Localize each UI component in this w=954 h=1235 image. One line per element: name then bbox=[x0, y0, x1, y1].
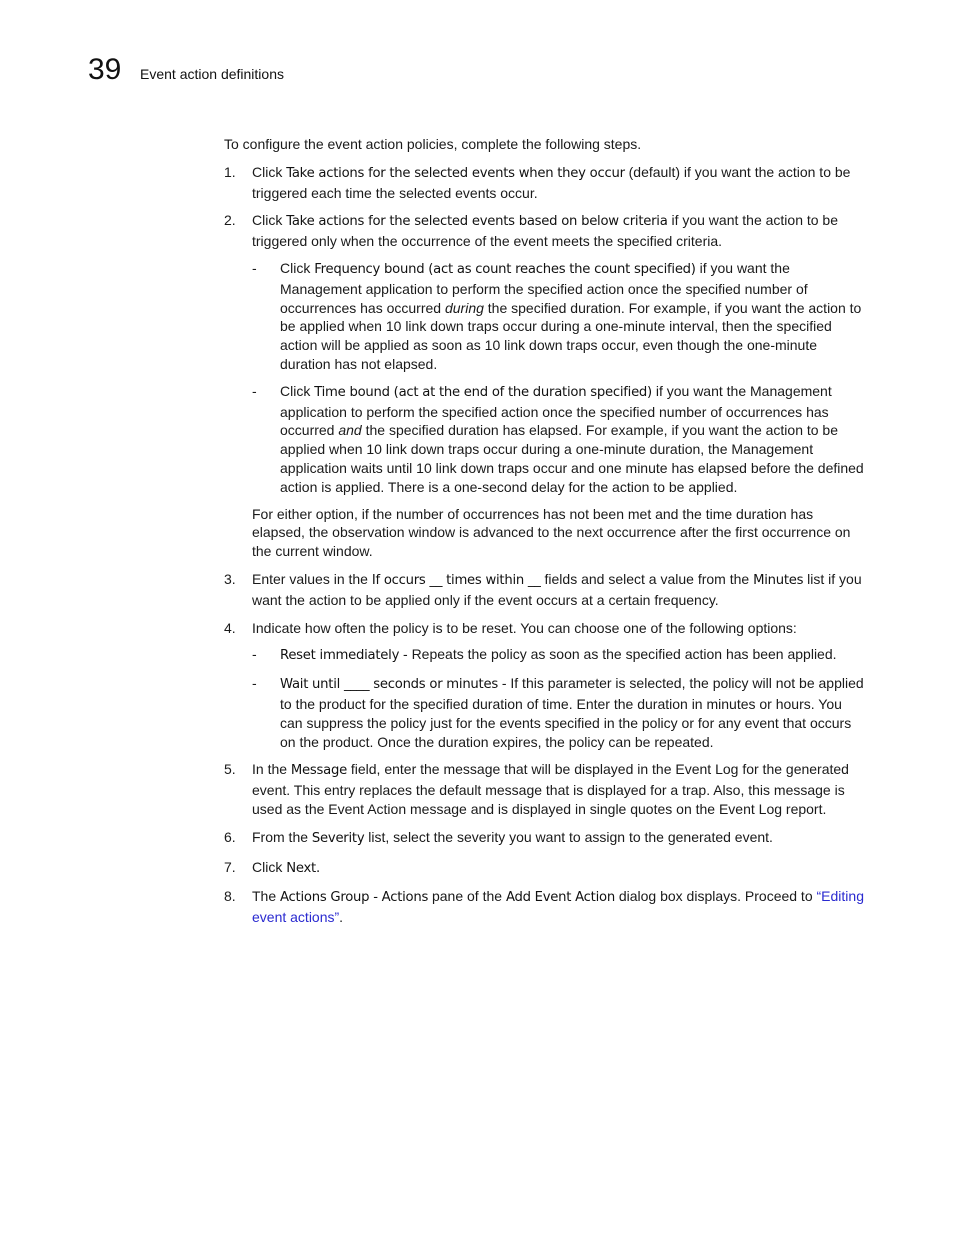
sub-item bbox=[252, 645, 868, 666]
sub-item bbox=[252, 674, 868, 751]
step-text: list if you want the action to be applied only if the event occurs at a certain frequency. bbox=[252, 570, 862, 608]
sub-text: - If this parameter is selected, the policy will not be applied to the product for the specified duration of time. Enter the duration in minutes or hours. You can suppress the policy just for the events specified in the policy or for any event that occurs on the product. Once the duration expires, the policy can be repeated. bbox=[280, 675, 864, 750]
step-number: 4. bbox=[224, 619, 236, 636]
step-1 bbox=[224, 163, 868, 203]
sub-text: the specified duration has elapsed. For example, if you want the action to be applied when 10 link down traps occur during a one-minute duration, the Management application waits until 10 link down traps occur and one minute has elapsed before the defined action is applied. There is a one-second delay for the action to be applied. bbox=[280, 422, 864, 495]
ui-term: If occurs __ times within __ bbox=[371, 572, 541, 588]
step-text: . bbox=[339, 909, 344, 926]
editing-event-actions-link[interactable]: “Editing event actions” bbox=[252, 888, 864, 926]
step-6 bbox=[224, 828, 868, 849]
step-4 bbox=[224, 619, 868, 752]
ui-term: Severity bbox=[311, 830, 365, 846]
step-text: Enter values in the bbox=[252, 570, 372, 587]
emphasis: and bbox=[338, 422, 362, 439]
step-text: From the bbox=[252, 828, 312, 845]
step-text: dialog box displays. Proceed to bbox=[614, 888, 817, 905]
step-text: Click bbox=[252, 212, 287, 229]
ui-term: Next. bbox=[286, 860, 320, 876]
step-number: 7. bbox=[224, 858, 236, 875]
sub-text: the specified duration. For example, if you want the action to be applied when 10 link down traps occur during a one-minute interval, then the specified action will be applied as soon as 10 link down traps occur, even though the one-minute duration has not elapsed. bbox=[280, 299, 862, 372]
sub-item bbox=[252, 382, 868, 497]
step-text: list, select the severity you want to assign to the generated event. bbox=[364, 828, 773, 845]
dash-bullet: - bbox=[252, 382, 257, 399]
ui-term: Take actions for the selected events when they occur bbox=[286, 165, 625, 181]
ui-term: Wait until ____ seconds or minutes bbox=[280, 677, 498, 693]
sub-text: if you want the Management application to perform the specified action once the specified number of occurrences has occurred bbox=[280, 382, 832, 439]
chapter-number: 39 bbox=[88, 53, 122, 86]
ui-term: Message bbox=[290, 763, 347, 779]
step-5 bbox=[224, 760, 868, 818]
ui-term: Add Event Action bbox=[505, 890, 615, 906]
ui-term: Frequency bound (act as count reaches the count specified) bbox=[314, 261, 696, 277]
ui-term: Take actions for the selected events based on below criteria bbox=[286, 214, 668, 230]
step-text: Click bbox=[252, 163, 287, 180]
step-2 bbox=[224, 211, 868, 561]
step-text: pane of the bbox=[428, 888, 506, 905]
step-number: 1. bbox=[224, 163, 236, 180]
note-paragraph: For either option, if the number of occurrences has not been met and the time duration has elapsed, the observation window is advanced to the next occurrence after the first occurrence on the current window. bbox=[252, 505, 851, 560]
ui-term: Actions Group - Actions bbox=[280, 890, 429, 906]
sub-text: Click bbox=[280, 259, 315, 276]
step-text: The bbox=[252, 888, 281, 905]
sub-text: - Repeats the policy as soon as the specified action has been applied. bbox=[399, 646, 837, 663]
step-text: field, enter the message that will be displayed in the Event Log for the generated event. This entry replaces the default message that is displayed for a trap. Also, this message is used as the Event Action message and is displayed in single quotes on the Event Log report. bbox=[252, 761, 849, 817]
step-text: (default) if you want the action to be triggered each time the selected events occur. bbox=[252, 163, 851, 201]
document-body bbox=[224, 135, 868, 936]
step-text: fields and select a value from the bbox=[540, 570, 754, 587]
step-text: Indicate how often the policy is to be reset. You can choose one of the following options: bbox=[252, 619, 797, 636]
step-number: 5. bbox=[224, 761, 236, 778]
sub-text: if you want the Management application to perform the specified action once the specified number of occurrences has occurred bbox=[280, 259, 808, 316]
ui-term: Time bound (act at the end of the duration specified) bbox=[314, 384, 652, 400]
step-number: 8. bbox=[224, 888, 236, 905]
step-number: 2. bbox=[224, 212, 236, 229]
step-number: 6. bbox=[224, 828, 236, 845]
dash-bullet: - bbox=[252, 259, 257, 276]
step-text: In the bbox=[252, 761, 291, 778]
ui-term: Minutes bbox=[753, 572, 804, 588]
emphasis: during bbox=[444, 299, 484, 316]
chapter-title: Event action definitions bbox=[140, 66, 284, 82]
step-number: 3. bbox=[224, 570, 236, 587]
sub-text: Click bbox=[280, 382, 315, 399]
step-8 bbox=[224, 887, 868, 927]
dash-bullet: - bbox=[252, 675, 257, 692]
step-3 bbox=[224, 570, 868, 610]
intro-text: To configure the event action policies, complete the following steps. bbox=[224, 136, 642, 152]
dash-bullet: - bbox=[252, 646, 257, 663]
step-text: Click bbox=[252, 858, 287, 875]
ui-term: Reset immediately bbox=[280, 648, 400, 664]
step-7 bbox=[224, 858, 868, 879]
sub-item bbox=[252, 259, 868, 374]
step-text: if you want the action to be triggered only when the occurrence of the event meets the specified criteria. bbox=[252, 212, 839, 250]
